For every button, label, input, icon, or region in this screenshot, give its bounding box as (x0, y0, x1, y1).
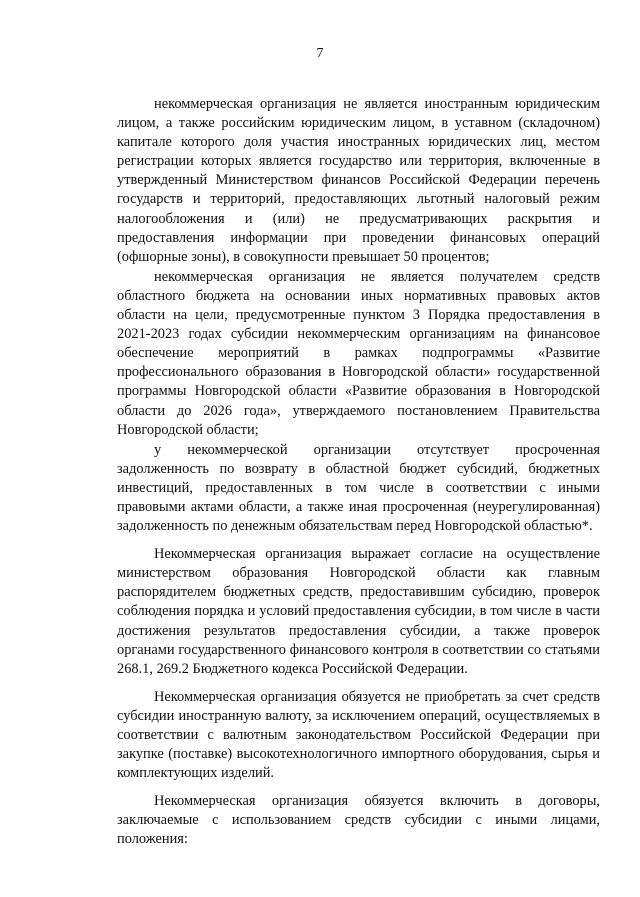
paragraph-currency-obligation: Некоммерческая организация обязуется не приобретать за счет средств субсидии иностранную валюту, за исключением операций, осуществляемых в соответствии с валютным законодательством Российской Федерации при закупке (поставке) высокотехнологичного импортного оборудования, сырья и комплектующих изделий. (117, 688, 600, 782)
paragraph-audit-consent: Некоммерческая организация выражает согласие на осуществление министерством образования Новгородской области как главным распорядителем бюджетных средств, предоставившим субсидию, проверок соблюдения порядка и условий предоставления субсидии, в том числе в части достижения результатов предоставления субсидии, а также проверок органами государственного финансового контроля в соответствии со статьями 268.1, 269.2 Бюджетного кодекса Российской Федерации. (117, 546, 600, 677)
document-body (117, 95, 600, 850)
paragraph-offshore-condition: некоммерческая организация не является иностранным юридическим лицом, а также российским юридическим лицом, в уставном (складочном) капитале которого доля участия иностранных юридических лиц, местом регистрации которых является государство или территория, включенные в утвержденный Министерством финансов Российской Федерации перечень государств и территорий, предоставляющих льготный налоговый режим налогообложения и (или) не предусматривающих раскрытия и предоставления информации при проведении финансовых операций (офшорные зоны), в совокупности превышает 50 процентов; (117, 96, 600, 265)
paragraph-budget-recipient-condition: некоммерческая организация не является получателем средств областного бюджета на основании иных нормативных правовых актов области на цели, предусмотренные пунктом 3 Порядка предоставления в 2021-2023 годах субсидии некоммерческим организациям на финансовое обеспечение мероприятий в рамках подпрограммы «Развитие профессионального образования в Новгородской области» государственной программы Новгородской области «Развитие образования в Новгородской области до 2026 года», утверждаемого постановлением Правительства Новгородской области; (117, 268, 600, 438)
page-number: 7 (316, 46, 324, 61)
paragraph-contract-provisions: Некоммерческая организация обязуется включить в договоры, заключаемые с использованием средств субсидии с иными лицами, положения: (117, 793, 600, 848)
paragraph-debt-condition: у некоммерческой организации отсутствует просроченная задолженность по возврату в областной бюджет субсидий, бюджетных инвестиций, предоставленных в том числе в соответствии с иными правовыми актами области, а также иная просроченная (неурегулированная) задолженность по денежным обязательствам перед Новгородской областью*. (117, 441, 600, 535)
